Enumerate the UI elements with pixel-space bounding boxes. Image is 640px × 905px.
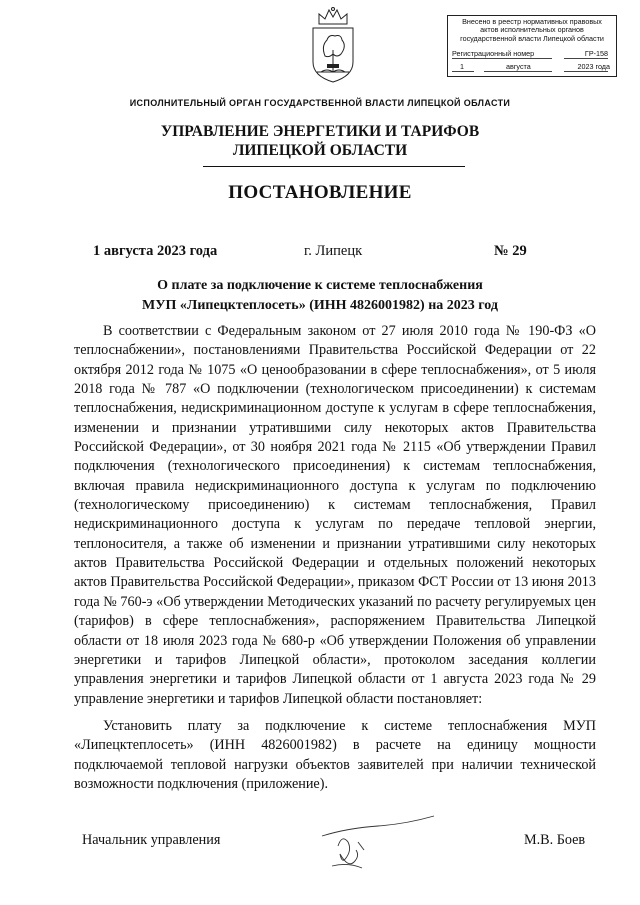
subject-line-1: О плате за подключение к системе теплоснабжения	[157, 278, 483, 293]
department-line-2: ЛИПЕЦКОЙ ОБЛАСТИ	[232, 142, 408, 159]
header-divider	[203, 166, 465, 167]
registration-line-1: Внесено в реестр нормативных правовых	[462, 17, 602, 26]
document-body	[74, 322, 596, 794]
signatory-name: М.В. Боев	[524, 832, 586, 848]
department-line-1: УПРАВЛЕНИЕ ЭНЕРГЕТИКИ И ТАРИФОВ	[160, 123, 480, 140]
subject-line-2: МУП «Липецктеплосеть» (ИНН 4826001982) на 2023 год	[142, 298, 498, 313]
coat-of-arms-icon	[307, 6, 359, 86]
document-type: ПОСТАНОВЛЕНИЕ	[228, 182, 412, 203]
registration-line-2: актов исполнительных органов	[480, 25, 584, 35]
body-paragraph-1: В соответствии с Федеральным законом от 27 июля 2010 года № 190-ФЗ «О теплоснабжении», постановлениями Правительства Российской Федерации от 22 октября 2012 года № 1075 «О ценообразовании в сфере теплоснабжения», от 5 июля 2018 года № 787 «О подключении (технологическом присоединении) к системам теплоснабжения, недискриминационном доступе к услугам в сфере теплоснабжения, изменении и признании утратившими силу некоторых актов Правительства Российской Федерации», от 30 ноября 2021 года № 2115 «Об утверждении Правил подключения (технологического присоединения) к системам теплоснабжения, включая правила недискриминационного доступа к услугам по подключению (технологическому присоединению) к системам теплоснабжения, Правил недискриминационного доступа к услугам по передаче тепловой энергии, теплоносителя, а также об изменении и признании утратившими силу некоторых актов Правительства Российской Федерации и отдельных положений некоторых актов Правительства Российской Федерации», приказом ФСТ России от 13 июня 2013 года № 760-э «Об утверждении Методических указаний по расчету регулируемых цен (тарифов) в сфере теплоснабжения», распоряжением Правительства Липецкой области от 18 июля 2023 года № 680-р «Об утверждении Положения об управлении энергетики и тарифов Липецкой области», протоколом заседания коллегии управления энергетики и тарифов Липецкой области от 1 августа 2023 года № 29 управление энергетики и тарифов Липецкой области постановляет:	[74, 323, 596, 707]
registration-month: августа	[506, 62, 531, 71]
signatory-position: Начальник управления	[82, 832, 221, 848]
body-paragraph-2: Установить плату за подключение к системе теплоснабжения МУП «Липецктеплосеть» (ИНН 4826001982) в расчете на единицу мощности подключаемой тепловой нагрузки объектов заявителей при наличии технической возможности подключения (приложение).	[74, 717, 596, 792]
document-subject	[0, 276, 640, 316]
authority-heading: ИСПОЛНИТЕЛЬНЫЙ ОРГАН ГОСУДАРСТВЕННОЙ ВЛАСТИ ЛИПЕЦКОЙ ОБЛАСТИ	[129, 98, 511, 108]
registration-line-3: государственной власти Липецкой области	[460, 33, 604, 43]
registration-number-label: Регистрационный номер	[452, 49, 535, 58]
document-date: 1 августа 2023 года	[93, 243, 218, 259]
registration-year: 2023 года	[577, 62, 610, 71]
registration-stamp	[447, 15, 617, 77]
handwritten-signature	[318, 806, 438, 878]
registration-number: ГР-158	[584, 49, 608, 58]
document-place: г. Липецк	[304, 243, 363, 259]
department-heading	[0, 122, 640, 160]
registration-day: 1	[460, 62, 464, 71]
document-number: № 29	[494, 243, 527, 259]
